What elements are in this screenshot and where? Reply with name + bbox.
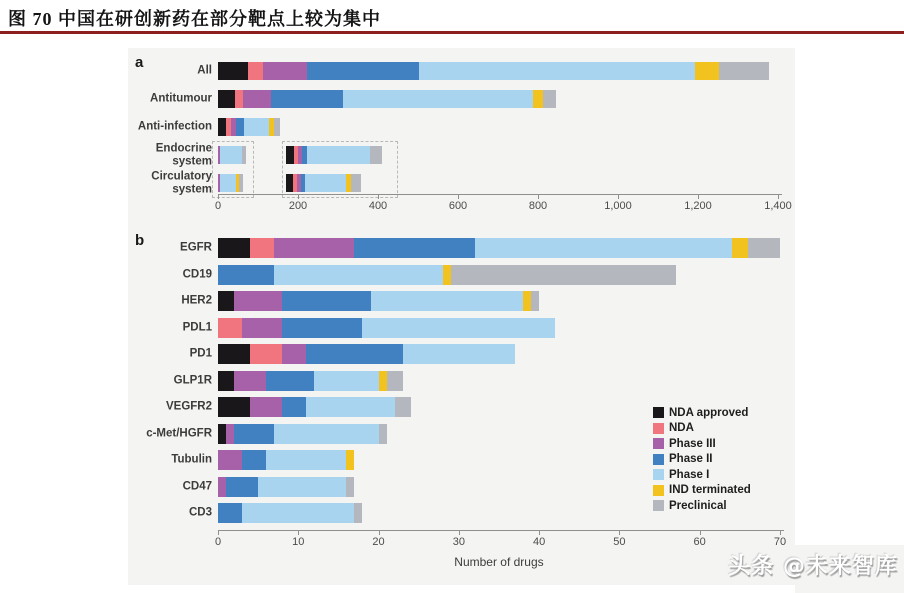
bar-segment-preclinical [274, 118, 280, 136]
figure-title: 图 70 中国在研创新药在部分靶点上较为集中 [8, 9, 381, 29]
legend-swatch-phase-iii [653, 438, 664, 449]
bar-segment-phase-ii [282, 397, 306, 417]
zoom-highlight-box-2 [282, 141, 398, 198]
bar-segment-phase-i [258, 477, 346, 497]
x-axis-tick [218, 195, 219, 199]
bar-segment-nda [250, 238, 274, 258]
x-axis-tick-label: 200 [288, 200, 308, 212]
bar-segment-phase-iii [234, 291, 282, 311]
bar-segment-phase-i [475, 238, 732, 258]
bar-pdl1 [218, 318, 555, 338]
x-axis-tick [619, 531, 620, 535]
panel-label-b: b [135, 232, 145, 249]
bar-segment-nda-approved [218, 238, 250, 258]
x-axis-tick-label: 1,400 [764, 200, 792, 212]
bar-segment-phase-i [362, 318, 555, 338]
category-label-circulatory-system: Circulatory system [151, 170, 212, 195]
bar-segment-phase-iii [234, 371, 266, 391]
legend-swatch-preclinical [653, 500, 664, 511]
x-axis-tick [218, 531, 219, 535]
bar-segment-phase-i [306, 397, 394, 417]
bar-segment-ind-terminated [523, 291, 531, 311]
bar-anti-infection [218, 118, 280, 136]
panel-label-a: a [135, 54, 144, 71]
bar-segment-phase-i [343, 90, 533, 108]
bar-segment-ind-terminated [695, 62, 719, 80]
x-axis-tick-label: 600 [448, 200, 468, 212]
x-axis-tick-label: 800 [528, 200, 548, 212]
bar-segment-phase-ii [282, 318, 362, 338]
bar-c-met-hgfr [218, 424, 387, 444]
legend [653, 405, 751, 514]
bar-segment-nda [250, 344, 282, 364]
bar-tubulin [218, 450, 354, 470]
bar-segment-preclinical [531, 291, 539, 311]
bar-cd19 [218, 265, 676, 285]
bar-segment-nda-approved [218, 62, 248, 80]
x-axis-tick-label: 60 [693, 536, 706, 548]
x-axis-tick [698, 195, 699, 199]
x-axis-tick-label: 1,200 [684, 200, 712, 212]
bar-segment-ind-terminated [346, 450, 354, 470]
bar-antitumour [218, 90, 556, 108]
category-label-c-met-hgfr: c-Met/HGFR [146, 427, 212, 440]
legend-label: Phase II [669, 453, 713, 466]
x-axis-tick [700, 531, 701, 535]
bar-segment-nda [235, 90, 243, 108]
category-label-egfr: EGFR [180, 241, 212, 254]
category-label-endocrine-system: Endocrine system [155, 142, 212, 167]
category-label-tubulin: Tubulin [171, 453, 212, 466]
bar-segment-ind-terminated [533, 90, 543, 108]
bar-segment-ind-terminated [379, 371, 387, 391]
legend-label: IND terminated [669, 484, 751, 497]
chart-figure [128, 48, 795, 585]
x-axis-tick [538, 195, 539, 199]
x-axis-tick [539, 531, 540, 535]
x-axis-tick [298, 531, 299, 535]
x-axis-tick [378, 195, 379, 199]
bar-vegfr2 [218, 397, 411, 417]
legend-label: Phase I [669, 468, 710, 481]
category-label-antitumour: Antitumour [150, 92, 212, 105]
legend-item-phase-i [653, 467, 751, 483]
category-label-anti-infection: Anti-infection [137, 120, 212, 133]
bar-segment-phase-iii [226, 424, 234, 444]
category-label-all: All [197, 64, 212, 77]
x-axis-tick-label: 20 [372, 536, 385, 548]
x-axis-tick [780, 531, 781, 535]
zoom-highlight-box-1 [212, 141, 254, 198]
bar-segment-nda-approved [218, 90, 235, 108]
x-axis-tick [778, 195, 779, 199]
x-axis-tick [618, 195, 619, 199]
legend-item-preclinical [653, 498, 751, 514]
bar-segment-phase-i [403, 344, 515, 364]
legend-swatch-nda-approved [653, 407, 664, 418]
bar-segment-phase-i [274, 265, 443, 285]
bar-glp1r [218, 371, 403, 391]
bar-segment-phase-iii [250, 397, 282, 417]
x-axis-tick-label: 70 [773, 536, 787, 548]
x-axis-tick [379, 531, 380, 535]
bar-segment-phase-i [266, 450, 346, 470]
bar-segment-nda [248, 62, 263, 80]
bar-segment-phase-ii [282, 291, 370, 311]
bar-segment-preclinical [395, 397, 411, 417]
legend-item-phase-ii [653, 452, 751, 468]
bar-segment-phase-iii [218, 450, 242, 470]
bar-cd3 [218, 503, 362, 523]
bar-egfr [218, 238, 780, 258]
bar-cd47 [218, 477, 354, 497]
x-axis-tick-label: 40 [532, 536, 546, 548]
bar-segment-phase-iii [263, 62, 307, 80]
bar-segment-nda-approved [218, 371, 234, 391]
bar-segment-phase-ii [218, 503, 242, 523]
bar-segment-nda-approved [218, 344, 250, 364]
x-axis-tick-label: 0 [214, 536, 222, 548]
bar-segment-phase-ii [236, 118, 244, 136]
legend-item-ind-terminated [653, 483, 751, 499]
legend-label: NDA approved [669, 406, 749, 419]
legend-swatch-phase-i [653, 469, 664, 480]
bar-segment-phase-i [419, 62, 695, 80]
x-axis-tick-label: 30 [452, 536, 465, 548]
legend-label: NDA [669, 422, 694, 435]
bar-segment-phase-i [371, 291, 524, 311]
category-label-her2: HER2 [181, 294, 212, 307]
bar-segment-phase-i [274, 424, 378, 444]
bar-segment-phase-ii [242, 450, 266, 470]
bar-segment-nda-approved [218, 397, 250, 417]
bar-segment-preclinical [346, 477, 354, 497]
title-underline-rule [0, 31, 904, 34]
category-label-cd47: CD47 [182, 480, 212, 493]
category-label-vegfr2: VEGFR2 [165, 400, 212, 413]
legend-item-nda-approved [653, 405, 751, 421]
bar-segment-nda [218, 318, 242, 338]
bar-segment-preclinical [543, 90, 556, 108]
bar-segment-phase-ii [306, 344, 402, 364]
bar-segment-phase-ii [307, 62, 419, 80]
bar-segment-preclinical [748, 238, 780, 258]
bar-segment-phase-iii [242, 318, 282, 338]
legend-label: Phase III [669, 437, 716, 450]
bar-all [218, 62, 769, 80]
bar-segment-nda-approved [218, 118, 226, 136]
category-label-pd1: PD1 [189, 347, 212, 360]
bar-segment-nda-approved [218, 291, 234, 311]
bar-segment-phase-ii [271, 90, 343, 108]
category-label-glp1r: GLP1R [173, 374, 212, 387]
legend-swatch-phase-ii [653, 454, 664, 465]
x-axis-tick-label: 400 [368, 200, 388, 212]
bar-segment-phase-ii [354, 238, 474, 258]
bar-segment-phase-i [242, 503, 354, 523]
bar-segment-ind-terminated [732, 238, 748, 258]
bar-segment-nda-approved [218, 424, 226, 444]
bar-segment-ind-terminated [443, 265, 451, 285]
bar-segment-phase-i [314, 371, 378, 391]
bar-segment-phase-iii [282, 344, 306, 364]
category-label-cd19: CD19 [182, 268, 212, 281]
bar-pd1 [218, 344, 515, 364]
x-axis-tick-label: 50 [613, 536, 626, 548]
legend-item-nda [653, 421, 751, 437]
bar-segment-preclinical [354, 503, 362, 523]
x-axis-tick [298, 195, 299, 199]
x-axis-tick-label: 0 [214, 200, 222, 212]
bar-segment-phase-ii [226, 477, 258, 497]
bar-segment-phase-ii [266, 371, 314, 391]
bar-her2 [218, 291, 539, 311]
bar-segment-phase-ii [218, 265, 274, 285]
bar-segment-phase-iii [218, 477, 226, 497]
category-label-pdl1: PDL1 [182, 321, 212, 334]
bar-segment-phase-ii [234, 424, 274, 444]
x-axis-tick-label: 10 [292, 536, 305, 548]
watermark-text: 头条 @未来智库 [728, 554, 898, 579]
legend-label: Preclinical [669, 499, 727, 512]
legend-swatch-ind-terminated [653, 485, 664, 496]
x-axis-title: Number of drugs [454, 555, 544, 569]
bar-segment-preclinical [451, 265, 676, 285]
bar-segment-phase-iii [274, 238, 354, 258]
bar-segment-preclinical [719, 62, 769, 80]
x-axis-tick [459, 531, 460, 535]
bar-segment-phase-i [244, 118, 269, 136]
bar-segment-preclinical [379, 424, 387, 444]
category-label-cd3: CD3 [188, 506, 212, 519]
legend-item-phase-iii [653, 436, 751, 452]
bar-segment-phase-iii [243, 90, 271, 108]
bar-segment-preclinical [387, 371, 403, 391]
x-axis-tick-label: 1,000 [604, 200, 632, 212]
x-axis-tick [458, 195, 459, 199]
legend-swatch-nda [653, 423, 664, 434]
